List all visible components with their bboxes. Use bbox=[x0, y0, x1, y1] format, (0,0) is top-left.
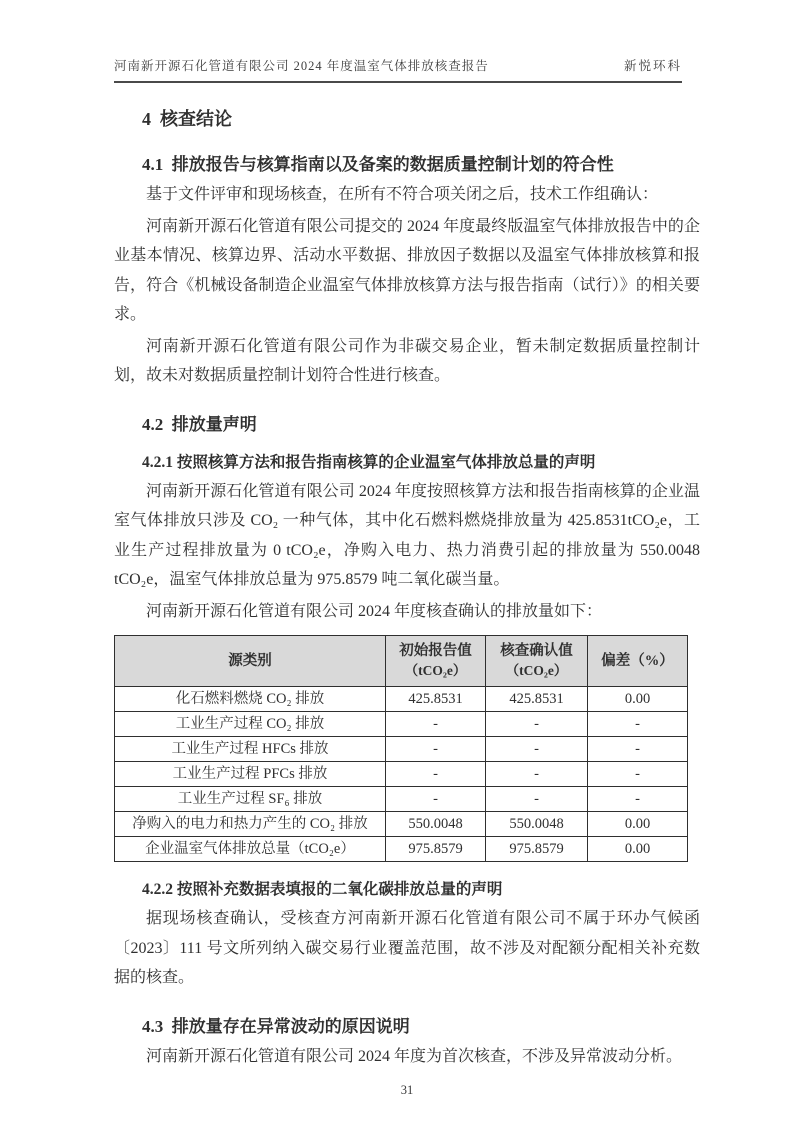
cell-initial: - bbox=[386, 762, 486, 787]
cell-deviation: 0.00 bbox=[588, 687, 688, 712]
col-header-verified bbox=[486, 636, 588, 687]
table-row bbox=[115, 837, 688, 862]
cell-source: 化石燃料燃烧 CO₂ 排放 bbox=[115, 687, 386, 712]
paragraph: 河南新开源石化管道有限公司 2024 年度为首次核查，不涉及异常波动分析。 bbox=[146, 1047, 683, 1065]
section-4-2-2-title: 4.2.2 按照补充数据表填报的二氧化碳排放总量的声明 bbox=[142, 881, 503, 898]
section-4-1-title: 4.1 排放报告与核算指南以及备案的数据质量控制计划的符合性 bbox=[142, 155, 614, 174]
paragraph: 河南新开源石化管道有限公司 2024 年度按照核算方法和报告指南核算的企业温室气体排放只涉及 CO₂ 一种气体，其中化石燃料燃烧排放量为 425.8531tCO₂e，工业生产过程排放量为 0 tCO₂e，净购入电力、热力消费引起的排放量为 550.0048 tCO₂e，温室气体排放总量为 975.8579 吨二氧化碳当量。 bbox=[114, 482, 700, 588]
paragraph: 据现场核查确认，受核查方河南新开源石化管道有限公司不属于环办气候函〔2023〕111 号文所列纳入碳交易行业覆盖范围，故不涉及对配额分配相关补充数据的核查。 bbox=[114, 910, 700, 986]
cell-verified: - bbox=[486, 787, 588, 812]
table-row bbox=[115, 737, 688, 762]
cell-source: 工业生产过程 SF₆ 排放 bbox=[115, 787, 386, 812]
cell-source: 工业生产过程 HFCs 排放 bbox=[115, 737, 386, 762]
cell-verified: 975.8579 bbox=[486, 837, 588, 862]
cell-initial: - bbox=[386, 712, 486, 737]
table-row bbox=[115, 762, 688, 787]
col-header-verified-label: 核查确认值 bbox=[500, 643, 573, 659]
paragraph: 河南新开源石化管道有限公司作为非碳交易企业，暂未制定数据质量控制计划，故未对数据质量控制计划符合性进行核查。 bbox=[114, 337, 700, 384]
col-header-deviation bbox=[588, 636, 688, 687]
section-4-title: 4 核查结论 bbox=[142, 109, 232, 129]
table-row bbox=[115, 787, 688, 812]
cell-deviation: - bbox=[588, 737, 688, 762]
cell-verified: - bbox=[486, 737, 588, 762]
col-header-initial-unit: （tCO₂e） bbox=[404, 663, 467, 678]
paragraph: 基于文件评审和现场核查，在所有不符合项关闭之后，技术工作组确认： bbox=[146, 186, 659, 203]
header-report-title: 河南新开源石化管道有限公司 2024 年度温室气体排放核查报告 bbox=[114, 59, 489, 73]
page-header bbox=[114, 56, 682, 83]
cell-verified: 425.8531 bbox=[486, 687, 588, 712]
section-4-2-1-title: 4.2.1 按照核算方法和报告指南核算的企业温室气体排放总量的声明 bbox=[142, 453, 596, 471]
table-row bbox=[115, 812, 688, 837]
cell-initial: 550.0048 bbox=[386, 812, 486, 837]
paragraph: 河南新开源石化管道有限公司 2024 年度核查确认的排放量如下： bbox=[146, 602, 603, 620]
cell-initial: 975.8579 bbox=[386, 837, 486, 862]
col-header-initial-label: 初始报告值 bbox=[399, 643, 472, 659]
header-org-name: 新悦环科 bbox=[623, 59, 682, 73]
page-number: 31 bbox=[400, 1083, 414, 1097]
emissions-verification-table bbox=[114, 635, 688, 862]
col-header-source-label: 源类别 bbox=[228, 653, 272, 669]
cell-deviation: - bbox=[588, 762, 688, 787]
cell-verified: - bbox=[486, 762, 588, 787]
col-header-source bbox=[115, 636, 386, 687]
paragraph: 河南新开源石化管道有限公司提交的 2024 年度最终版温室气体排放报告中的企业基本情况、核算边界、活动水平数据、排放因子数据以及温室气体排放核算和报告，符合《机械设备制造企业温室气体排放核算方法与报告指南（试行）》的相关要求。 bbox=[114, 217, 700, 323]
cell-source: 工业生产过程 PFCs 排放 bbox=[115, 762, 386, 787]
table-header-row bbox=[115, 636, 688, 687]
cell-verified: 550.0048 bbox=[486, 812, 588, 837]
section-4-3-title: 4.3 排放量存在异常波动的原因说明 bbox=[142, 1016, 410, 1036]
section-4-2-title: 4.2 排放量声明 bbox=[142, 414, 257, 434]
table-row bbox=[115, 712, 688, 737]
cell-deviation: 0.00 bbox=[588, 837, 688, 862]
cell-initial: - bbox=[386, 737, 486, 762]
cell-deviation: 0.00 bbox=[588, 812, 688, 837]
col-header-initial bbox=[386, 636, 486, 687]
cell-deviation: - bbox=[588, 712, 688, 737]
cell-initial: - bbox=[386, 787, 486, 812]
cell-source: 工业生产过程 CO₂ 排放 bbox=[115, 712, 386, 737]
cell-verified: - bbox=[486, 712, 588, 737]
table-row bbox=[115, 687, 688, 712]
cell-source: 企业温室气体排放总量（tCO₂e） bbox=[115, 837, 386, 862]
col-header-deviation-label: 偏差（%） bbox=[601, 653, 674, 669]
col-header-verified-unit: （tCO₂e） bbox=[505, 663, 568, 678]
cell-deviation: - bbox=[588, 787, 688, 812]
cell-source: 净购入的电力和热力产生的 CO₂ 排放 bbox=[115, 812, 386, 837]
cell-initial: 425.8531 bbox=[386, 687, 486, 712]
